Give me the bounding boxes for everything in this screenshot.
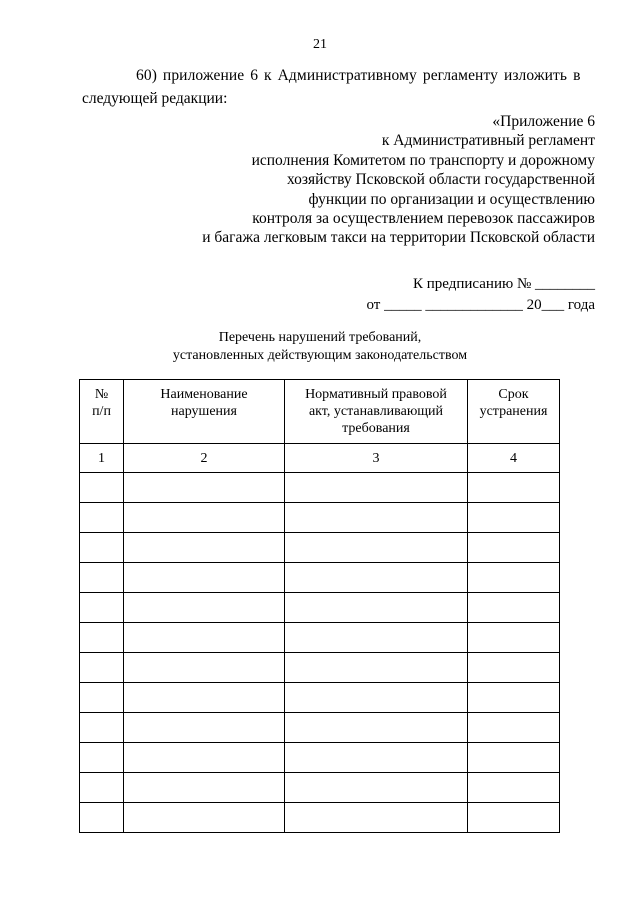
table-cell (285, 743, 468, 773)
table-cell (124, 503, 285, 533)
table-cell (80, 803, 124, 833)
column-header-legal-act: Нормативный правовой акт, устанавливающий требования (285, 380, 468, 444)
table-cell (80, 743, 124, 773)
table-cell (468, 563, 560, 593)
table-cell (468, 503, 560, 533)
column-number: 1 (80, 444, 124, 473)
table-cell (468, 803, 560, 833)
table-cell (80, 563, 124, 593)
table-row (80, 593, 560, 623)
prescription-date-line: от _____ _____________ 20___ года (366, 296, 595, 313)
intro-line-2: следующей редакции: (82, 90, 228, 107)
table-cell (285, 653, 468, 683)
table-row (80, 503, 560, 533)
column-number: 4 (468, 444, 560, 473)
table-row (80, 773, 560, 803)
table-cell (468, 773, 560, 803)
annex-line: к Административный регламент (381, 132, 595, 150)
table-row (80, 473, 560, 503)
intro-line-1: 60) приложение 6 к Административному регламенту изложить в (136, 67, 581, 84)
table-cell (285, 533, 468, 563)
prescription-reference (367, 274, 596, 315)
table-cell (80, 653, 124, 683)
annex-line: функции по организации и осуществлению (308, 190, 595, 208)
column-header-violation: Наименование нарушения (124, 380, 285, 444)
table-cell (80, 503, 124, 533)
column-header-number: № п/п (80, 380, 124, 444)
table-cell (285, 683, 468, 713)
list-title-line-1: Перечень нарушений требований, (218, 330, 422, 345)
violations-table (79, 379, 560, 833)
column-number: 2 (124, 444, 285, 473)
table-cell (468, 683, 560, 713)
table-cell (124, 563, 285, 593)
prescription-number-line: К предписанию № ________ (413, 276, 595, 292)
table-cell (80, 533, 124, 563)
table-row (80, 683, 560, 713)
column-number: 3 (285, 444, 468, 473)
table-cell (285, 773, 468, 803)
column-numbering-row (80, 444, 560, 473)
table-cell (80, 623, 124, 653)
table-cell (468, 473, 560, 503)
column-header-deadline: Срок устранения (468, 380, 560, 444)
table-row (80, 623, 560, 653)
table-row (80, 743, 560, 773)
table-cell (285, 713, 468, 743)
table-cell (285, 623, 468, 653)
table-cell (124, 773, 285, 803)
page-number: 21 (313, 37, 327, 52)
table-cell (124, 593, 285, 623)
table-cell (80, 773, 124, 803)
table-cell (468, 533, 560, 563)
annex-line: «Приложение 6 (492, 113, 595, 130)
table-cell (80, 713, 124, 743)
table-header-row (80, 380, 560, 444)
table-cell (468, 653, 560, 683)
table-row (80, 713, 560, 743)
table-cell (285, 563, 468, 593)
table-cell (80, 683, 124, 713)
list-title (0, 329, 640, 365)
table-cell (124, 473, 285, 503)
table-cell (124, 713, 285, 743)
list-title-line-2: установленных действующим законодательством (172, 348, 468, 363)
table-cell (468, 623, 560, 653)
table-row (80, 533, 560, 563)
annex-header (202, 112, 595, 248)
table-cell (285, 503, 468, 533)
annex-line: и багажа легковым такси на территории Псковской области (202, 229, 595, 247)
annex-line: хозяйству Псковской области государственной (286, 171, 595, 189)
table-row (80, 653, 560, 683)
table-row (80, 803, 560, 833)
table-cell (80, 593, 124, 623)
annex-line: исполнения Комитетом по транспорту и дорожному (251, 151, 595, 169)
table-cell (124, 743, 285, 773)
table-cell (285, 803, 468, 833)
table-cell (124, 653, 285, 683)
table-cell (468, 593, 560, 623)
annex-line: контроля за осуществлением перевозок пассажиров (252, 210, 595, 228)
table-cell (124, 623, 285, 653)
table-cell (124, 683, 285, 713)
table-cell (124, 533, 285, 563)
table-cell (468, 743, 560, 773)
table-row (80, 563, 560, 593)
table-cell (468, 713, 560, 743)
table-cell (124, 803, 285, 833)
table-cell (285, 473, 468, 503)
table-cell (285, 593, 468, 623)
table-cell (80, 473, 124, 503)
